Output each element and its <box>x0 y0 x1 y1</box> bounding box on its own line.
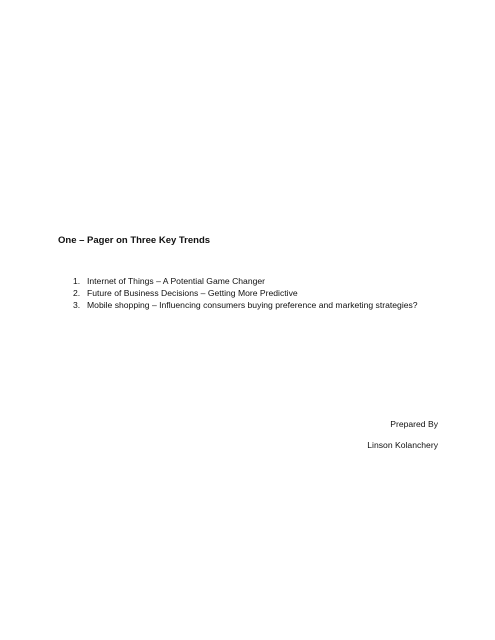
author-name: Linson Kolanchery <box>367 440 438 450</box>
trend-list <box>73 275 418 311</box>
list-item-number: 3. <box>73 300 81 310</box>
document-title: One – Pager on Three Key Trends <box>58 235 211 246</box>
list-item-text: Internet of Things – A Potential Game Changer <box>87 276 266 286</box>
list-item <box>73 299 418 311</box>
list-item <box>73 275 418 287</box>
list-item-number: 1. <box>73 276 81 286</box>
list-item-text: Mobile shopping – Influencing consumers buying preference and marketing strategies? <box>87 300 418 310</box>
list-item-text: Future of Business Decisions – Getting More Predictive <box>87 288 298 298</box>
list-item <box>73 287 418 299</box>
list-item-number: 2. <box>73 288 81 298</box>
prepared-by-label: Prepared By <box>390 419 438 429</box>
